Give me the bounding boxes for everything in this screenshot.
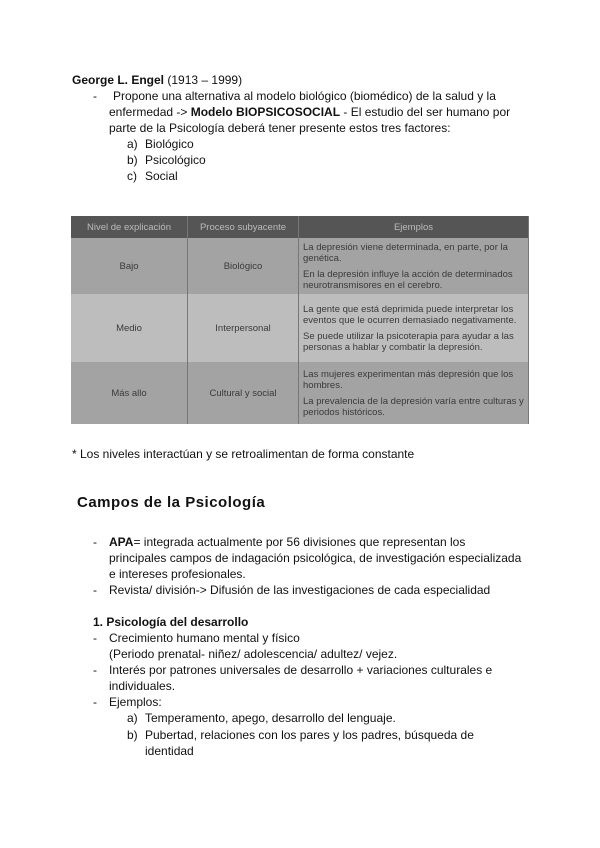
example-text: Las mujeres experimentan más depresión que los hombres. [303, 368, 514, 391]
engel-line-2 [109, 104, 510, 120]
example-item-cont: identidad [145, 744, 194, 758]
table-header-row [71, 216, 529, 238]
levels-table [71, 216, 529, 424]
example-text: Se puede utilizar la psicoterapia para ayudar a las personas a hablar y combatir la depresión. [303, 330, 514, 353]
bullet-dash: - [93, 631, 97, 645]
crecimiento-line-2: (Periodo prenatal- niñez/ adolescencia/ adultez/ vejez. [109, 647, 398, 661]
section-title: Campos de la Psicología [77, 494, 266, 511]
engel-years: (1913 – 1999) [167, 73, 243, 87]
table-row [71, 238, 529, 294]
factor-marker: c) [127, 169, 137, 183]
table-note: * Los niveles interactúan y se retroalimentan de forma constante [72, 447, 415, 461]
bullet-dash: - [93, 89, 97, 103]
interes-line-1: Interés por patrones universales de desarrollo + variaciones culturales e [109, 663, 493, 677]
examples-cell [299, 294, 529, 362]
factor-item: Social [145, 169, 178, 183]
revista-line: Revista/ división-> Difusión de las investigaciones de cada especialidad [109, 583, 491, 597]
factor-item: Biológico [145, 137, 194, 151]
table-row [71, 362, 529, 424]
ejemplos-label: Ejemplos: [109, 695, 162, 709]
engel-line-2-post: - El estudio del ser humano por [340, 105, 511, 119]
example-text: La depresión viene determinada, en parte, por la genética. [303, 241, 508, 264]
header-cell: Proceso subyacente [188, 216, 299, 238]
engel-line-1: Propone una alternativa al modelo biológico (biomédico) de la salud y la [113, 89, 496, 103]
engel-line-2-pre: enfermedad -> [109, 105, 191, 119]
apa-line-1-text: = integrada actualmente por 56 divisiones que representan los [133, 535, 466, 549]
bullet-dash: - [93, 583, 97, 597]
level-cell: Más allo [71, 362, 188, 424]
example-text: La prevalencia de la depresión varía entre culturas y periodos históricos. [303, 395, 524, 418]
example-text: La gente que está deprimida puede interpretar los eventos que le ocurren demasiado negativamente. [303, 303, 517, 326]
apa-line-2: principales campos de indagación psicológica, de investigación especializada [109, 551, 522, 565]
examples-cell [299, 362, 529, 424]
level-cell: Medio [71, 294, 188, 362]
example-marker: b) [127, 728, 138, 742]
bullet-dash: - [93, 663, 97, 677]
apa-line-3: e intereses profesionales. [109, 567, 246, 581]
bullet-dash: - [93, 535, 97, 549]
bullet-dash: - [93, 695, 97, 709]
process-cell: Interpersonal [188, 294, 299, 362]
process-cell: Cultural y social [188, 362, 299, 424]
engel-name: George L. Engel [72, 73, 165, 87]
factor-marker: a) [127, 137, 138, 151]
apa-acronym: APA [109, 535, 134, 549]
level-cell: Bajo [71, 238, 188, 294]
factor-marker: b) [127, 153, 138, 167]
factor-item: Psicológico [145, 153, 206, 167]
process-cell: Biológico [188, 238, 299, 294]
example-marker: a) [127, 711, 138, 725]
engel-heading [72, 72, 242, 88]
examples-cell [299, 238, 529, 294]
example-item: Temperamento, apego, desarrollo del lenguaje. [145, 711, 396, 725]
apa-line-1 [109, 534, 465, 550]
header-cell: Ejemplos [299, 216, 529, 238]
biopsicosocial-model: Modelo BIOPSICOSOCIAL [190, 105, 341, 119]
interes-line-2: individuales. [109, 679, 176, 693]
table-row [71, 294, 529, 362]
desarrollo-heading: 1. Psicología del desarrollo [93, 615, 249, 629]
header-cell: Nivel de explicación [71, 216, 188, 238]
example-item: Pubertad, relaciones con los pares y los padres, búsqueda de [145, 728, 474, 742]
crecimiento-line-1: Crecimiento humano mental y físico [109, 631, 300, 645]
example-text: En la depresión influye la acción de determinados neurotransmisores en el cerebro. [303, 268, 513, 291]
engel-line-3: parte de la Psicología deberá tener presente estos tres factores: [109, 121, 451, 135]
